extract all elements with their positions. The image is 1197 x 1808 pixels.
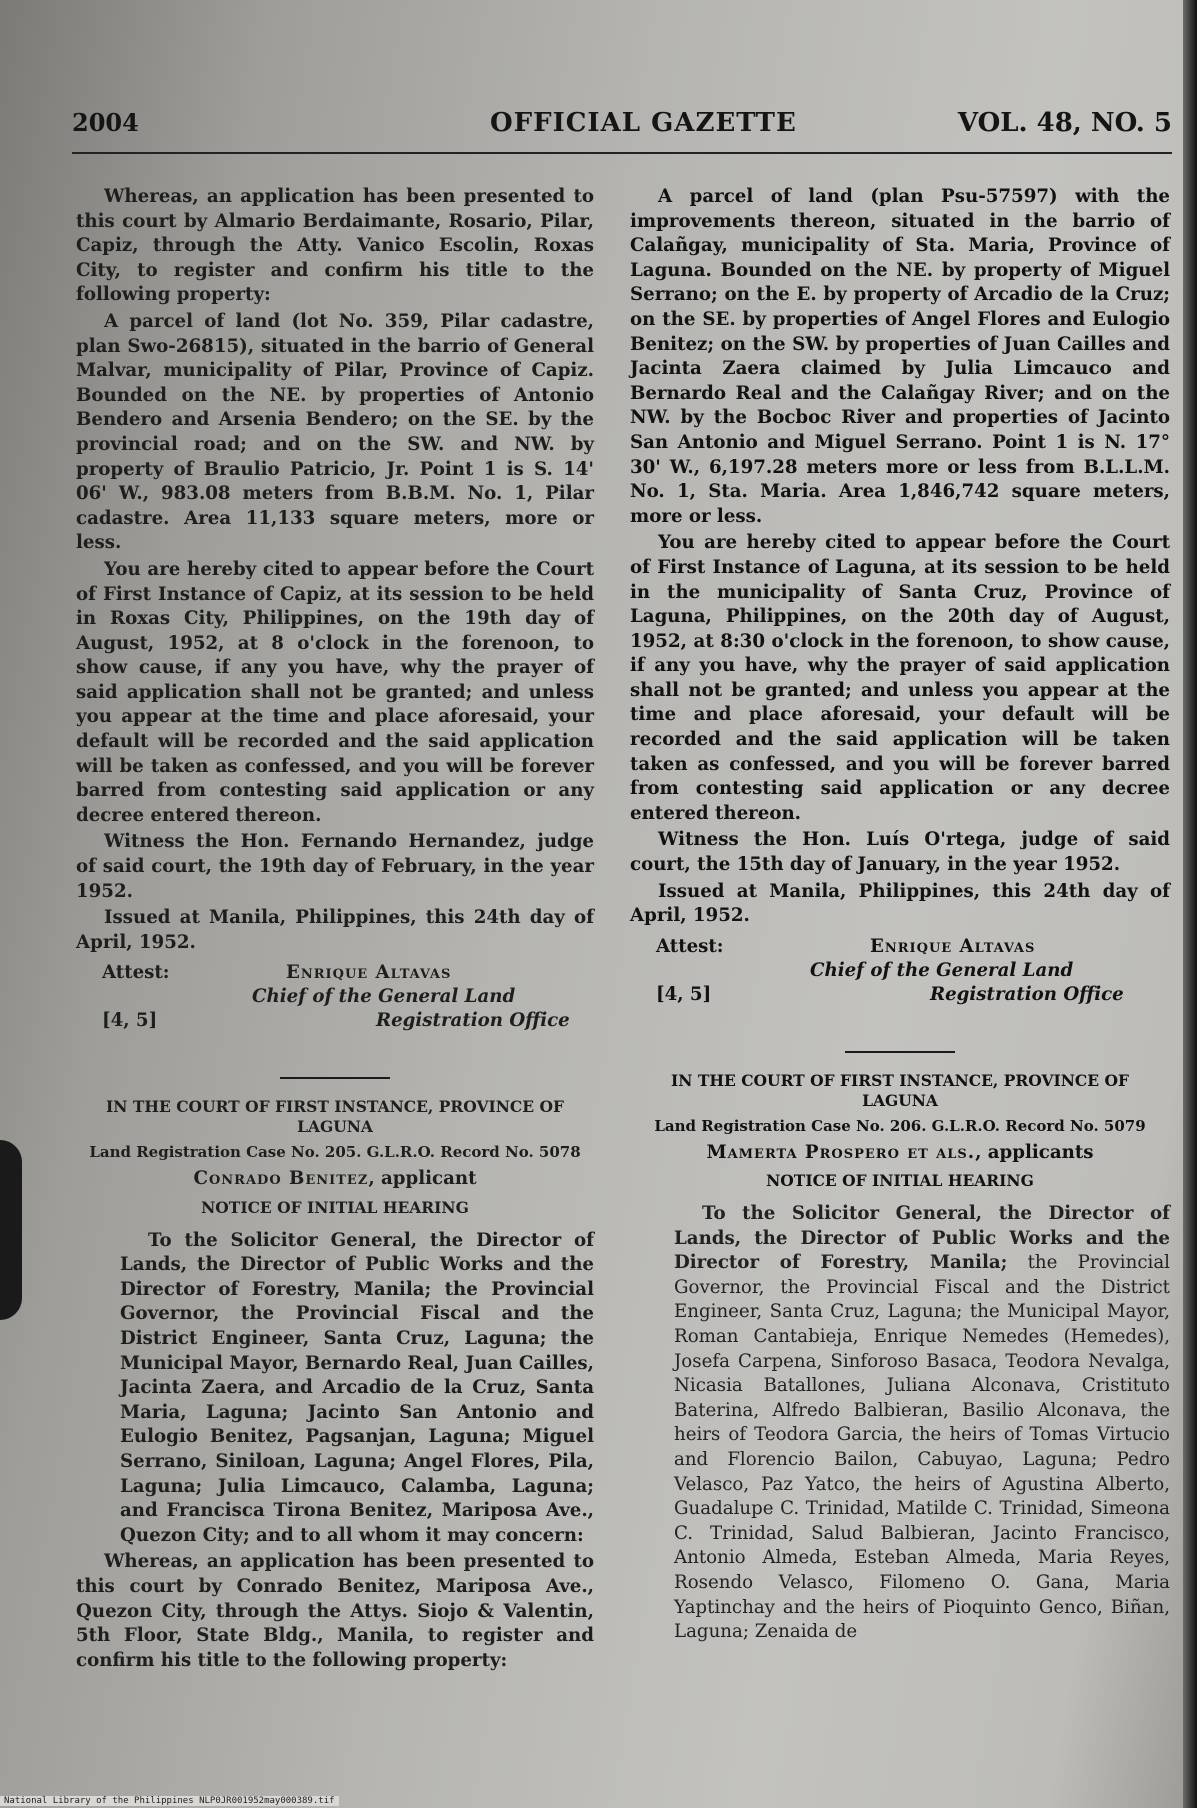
court-heading: IN THE COURT OF FIRST INSTANCE, PROVINCE OF LAGUNA <box>671 1070 1129 1110</box>
volume-number: VOL. 48, NO. 5 <box>957 108 1172 138</box>
left-whereas: Whereas, an application has been presented to this court by Conrado Benitez, Mariposa Ave., Quezon City, through the Attys. Siojo & Valentin, 5th Floor, State Bldg., Manila, to register and confirm his title to the following property: <box>76 1551 594 1671</box>
addressee-list <box>630 1202 1170 1645</box>
right-cited: You are hereby cited to appear before the Court of First Instance of Laguna, at its session to be held in the municipality of Santa Cruz, Province of Laguna, Philippines, on the 20th day of August, 1952, at 8:30 o'clock in the forenoon, to show cause, if any you have, why the prayer of said application shall not be granted; and unless you appear at the time and place aforesaid, your default will be recorded and the said application will be taken taken as confessed, and you will be forever barred from contesting said application or any decree entered thereon. <box>630 532 1170 824</box>
section-divider <box>280 1077 390 1079</box>
attest-label: Attest: <box>102 962 170 984</box>
addressee-lead: To the Solicitor General, the Director of Lands, the Director of Public Works and the Director of Forestry, Manila; <box>674 1203 1170 1274</box>
notice-heading: NOTICE OF INITIAL HEARING <box>766 1171 1034 1191</box>
right-attest <box>630 935 1170 1035</box>
right-column <box>630 185 1170 1647</box>
office-line: Chief of the General Land <box>810 959 1074 981</box>
left-intro: Whereas, an application has been presented to this court by Almario Berdaimante, Rosario, Pilar, Capiz, through the Atty. Vanico Escolin, Roxas City, to register and confirm his title to the following property: <box>76 186 594 306</box>
scan-shadow <box>0 1140 22 1320</box>
signatory: Enrique Altavas <box>870 935 1036 957</box>
applicant-suffix: , applicants <box>975 1141 1094 1163</box>
header-rule <box>72 152 1172 154</box>
office-line: Registration Office <box>376 1010 570 1032</box>
issue-code: [4, 5] <box>102 1010 158 1032</box>
addressee-list: To the Solicitor General, the Director of Lands, the Director of Public Works and the Director of Forestry, Manila; the Provincial Governor, the Provincial Fiscal and the District Engineer, Santa Cruz, Laguna; the Municipal Mayor, Bernardo Real, Juan Cailles, Jacinta Zaera, and Arcadio de la Cruz, Santa Maria, Laguna; Jacinto San Antonio and Eulogio Benitez, Pagsanjan, Laguna; Miguel Serrano, Siniloan, Laguna; Angel Flores, Pila, Laguna; Julia Limcauco, Calamba, Laguna; and Francisca Tirona Benitez, Mariposa Ave., Quezon City; and to all whom it may concern: <box>120 1229 594 1546</box>
signatory: Enrique Altavas <box>286 962 452 984</box>
right-parcel: A parcel of land (plan Psu-57597) with the improvements thereon, situated in the barrio of Calañgay, municipality of Sta. Maria, Province of Laguna. Bounded on the NE. by property of Miguel Serrano; on the E. by property of Arcadio de la Cruz; on the SE. by properties of Angel Flores and Eulogio Benitez; on the SW. by properties of Juan Cailles and Jacinta Zaera claimed by Julia Limcauco and Bernardo Real and the Calañgay River; and on the NW. by the Bocboc River and properties of Jacinto San Antonio and Miguel Serrano. Point 1 is N. 17° 30' W., 6,197.28 meters more or less from B.L.L.M. No. 1, Sta. Maria. Area 1,846,742 square meters, more or less. <box>630 186 1170 527</box>
page-header <box>72 108 1172 148</box>
office-line: Chief of the General Land <box>252 986 516 1008</box>
applicant-line <box>630 1141 1170 1166</box>
left-parcel: A parcel of land (lot No. 359, Pilar cadastre, plan Swo-26815), situated in the barrio of General Malvar, municipality of Pilar, Province of Capiz. Bounded on the NE. by properties of Antonio Bendero and Arsenia Bendero; on the SE. by the provincial road; and on the SW. and NW. by property of Braulio Patricio, Jr. Point 1 is S. 14' 06' W., 983.08 meters from B.B.M. No. 1, Pilar cadastre. Area 11,133 square meters, more or less. <box>76 310 594 554</box>
case-record: Land Registration Case No. 206. G.L.R.O. Record No. 5079 <box>654 1116 1146 1135</box>
court-heading: IN THE COURT OF FIRST INSTANCE, PROVINCE OF LAGUNA <box>106 1097 564 1137</box>
left-cited: You are hereby cited to appear before the Court of First Instance of Capiz, at its session to be held in Roxas City, Philippines, on the 19th day of August, 1952, at 8 o'clock in the forenoon, to show cause, if any you have, why the prayer of said application shall not be granted; and unless you appear at the time and place aforesaid, your default will be recorded and the said application will be taken as confessed, and you will be forever barred from contesting said application or any decree entered thereon. <box>76 558 594 826</box>
scan-footer: National Library of the Philippines NLP0JR001952may000389.tif <box>0 1796 339 1806</box>
applicant-name: Conrado Benitez <box>193 1168 369 1190</box>
office-line: Registration Office <box>930 983 1124 1005</box>
right-issued: Issued at Manila, Philippines, this 24th day of April, 1952. <box>630 880 1170 927</box>
issue-code: [4, 5] <box>656 983 712 1005</box>
applicant-line <box>76 1167 594 1192</box>
right-witness: Witness the Hon. Luís O'rtega, judge of said court, the 15th day of January, in the year 1952. <box>630 829 1170 876</box>
page-number: 2004 <box>72 108 139 137</box>
left-witness: Witness the Hon. Fernando Hernandez, judge of said court, the 19th day of February, in the year 1952. <box>76 831 594 902</box>
applicant-suffix: , applicant <box>368 1168 477 1190</box>
attest-label: Attest: <box>656 935 724 957</box>
case-record: Land Registration Case No. 205. G.L.R.O. Record No. 5078 <box>89 1143 581 1162</box>
left-attest <box>76 961 594 1061</box>
gazette-title: OFFICIAL GAZETTE <box>490 108 797 138</box>
scan-edge <box>1183 0 1197 1808</box>
left-issued: Issued at Manila, Philippines, this 24th day of April, 1952. <box>76 907 594 953</box>
applicant-name: Mamerta Prospero et als. <box>706 1141 976 1163</box>
addressee-rest: the Provincial Governor, the Provincial Fiscal and the District Engineer, Santa Cruz, Laguna; the Municipal Mayor, Roman Cantabieja, Enrique Nemedes (Hemedes), Josefa Carpena, Sinforoso Basaca, Teodora Nevalga, Nicasia Batallones, Juliana Alconava, Cristituto Baterina, Alfredo Balbieran, Basilio Alconava, the heirs of Teodora Garcia, the heirs of Tomas Virtucio and Florencio Bailon, Cabuyao, Laguna; Pedro Velasco, Paz Yatco, the heirs of Agustina Alberto, Guadalupe C. Trinidad, Matilde C. Trinidad, Simeona C. Trinidad, Salud Balbieran, Jacinto Francisco, Antonio Almeda, Esteban Almeda, Maria Reyes, Rosendo Velasco, Filomeno O. Gana, Maria Yaptinchay and the heirs of Pioquinto Genco, Biñan, Laguna; Zenaida de <box>674 1252 1170 1643</box>
notice-heading: NOTICE OF INITIAL HEARING <box>201 1198 469 1217</box>
section-divider <box>845 1051 955 1053</box>
left-column <box>76 185 594 1675</box>
